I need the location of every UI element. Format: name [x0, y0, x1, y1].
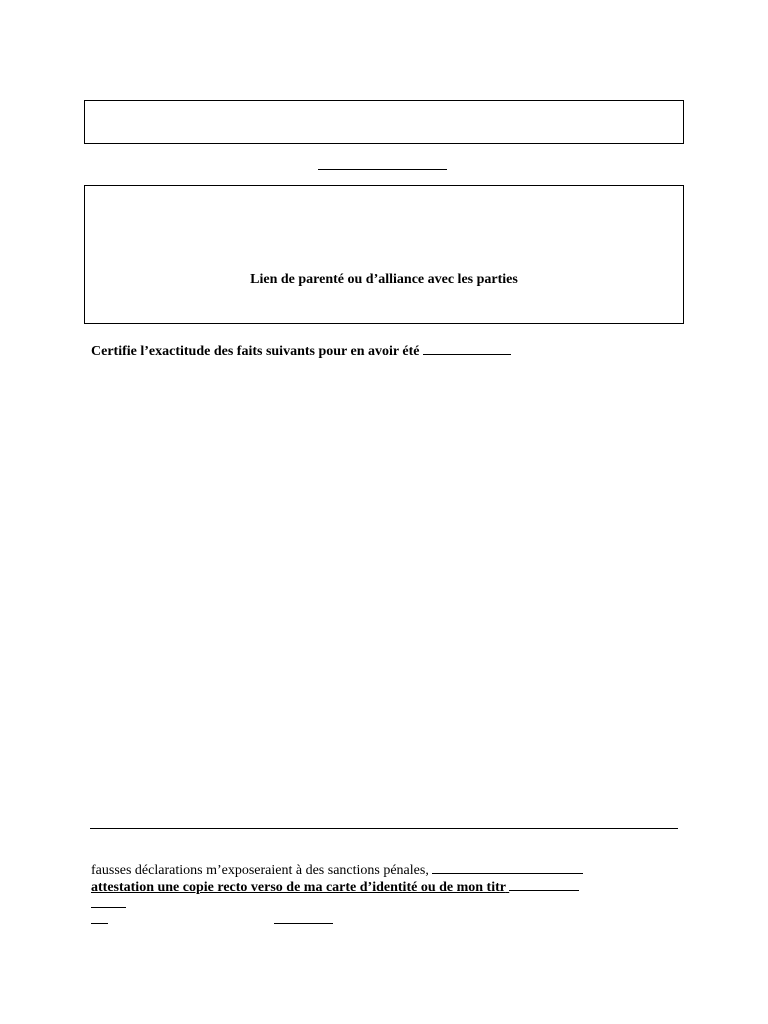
relationship-label: Lien de parenté ou d’alliance avec les parties [250, 272, 518, 287]
relationship-box [84, 185, 684, 324]
attachment-text: attestation une copie recto verso de ma carte d’identité ou de mon titr [91, 880, 506, 895]
title-underline [318, 169, 447, 170]
blank-line-3[interactable] [274, 923, 333, 924]
blank-line-1[interactable] [91, 907, 126, 908]
false-declarations-text: fausses déclarations m’exposeraient à des sanctions pénales, [91, 863, 429, 878]
separator-line [90, 828, 678, 829]
false-declarations-blank[interactable] [432, 860, 583, 874]
certify-text: Certifie l’exactitude des faits suivants pour en avoir été [91, 344, 420, 359]
top-header-box [84, 100, 684, 144]
attachment-line [91, 877, 579, 896]
certify-line [91, 341, 511, 360]
attachment-blank[interactable] [509, 877, 579, 891]
certify-blank[interactable] [423, 341, 511, 355]
blank-line-2[interactable] [91, 923, 108, 924]
